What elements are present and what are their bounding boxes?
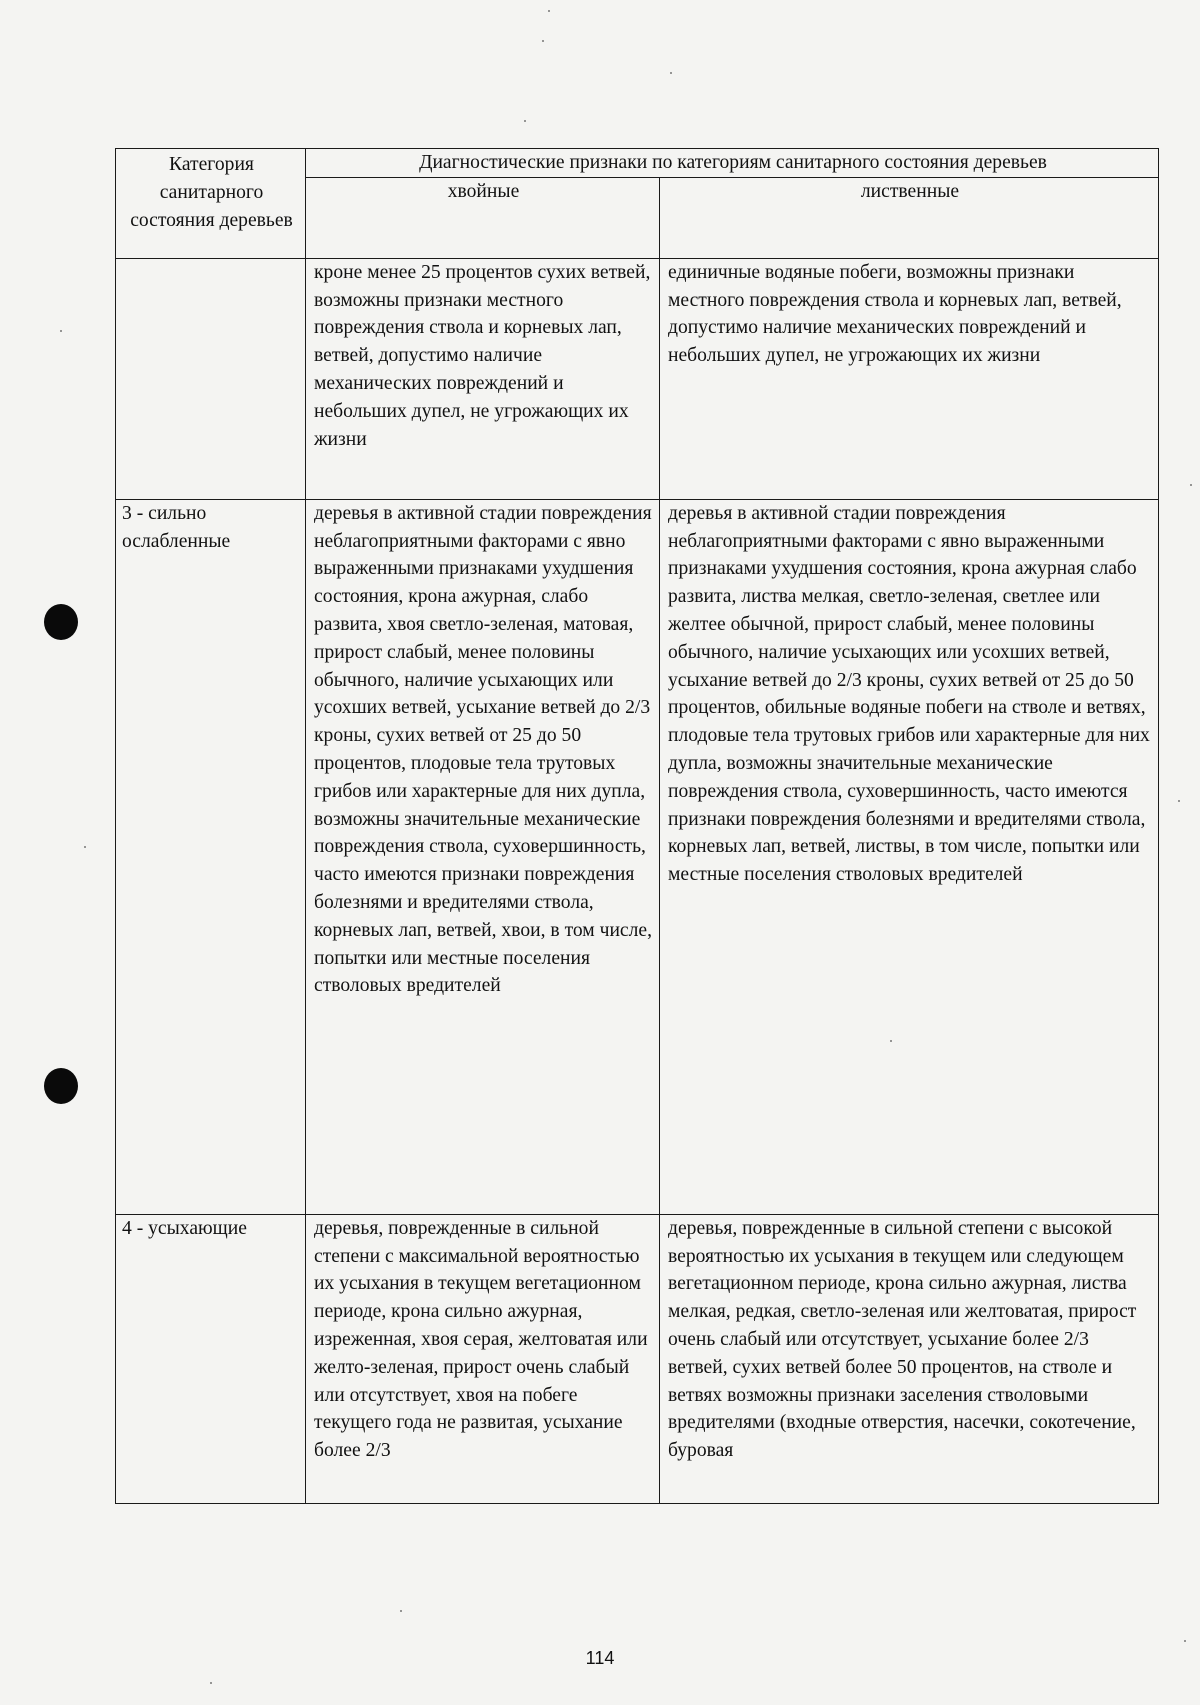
header-deciduous-cell	[660, 177, 1159, 258]
page-number: 114	[585, 1648, 615, 1668]
punch-hole-top	[44, 604, 78, 640]
conifer-cell	[306, 258, 660, 499]
header-conifer-label: хвойные	[447, 180, 520, 202]
table-row	[116, 1214, 1159, 1503]
deciduous-cell	[660, 1214, 1159, 1503]
scan-speck	[400, 1610, 402, 1612]
deciduous-cell	[660, 258, 1159, 499]
category-cell	[116, 499, 306, 1214]
scan-speck	[210, 1682, 212, 1684]
category-cell	[116, 1214, 306, 1503]
deciduous-cell	[660, 499, 1159, 1214]
scan-speck	[670, 72, 672, 74]
header-diagnostics-cell	[306, 149, 1159, 178]
header-category-label: Категория санитарного состояния деревьев	[130, 154, 293, 231]
conifer-text: кроне менее 25 процентов сухих ветвей, возможны признаки местного повреждения ствола и корневых лап, ветвей, допустимо наличие механических повреждений и небольших дупел, не угрожающих их жизни	[314, 261, 651, 450]
deciduous-text: единичные водяные побеги, возможны признаки местного повреждения ствола и корневых лап, ветвей, допустимо наличие механических повреждений и небольших дупел, не угрожающих их жизни	[668, 261, 1122, 367]
sanitary-condition-table	[115, 148, 1159, 1504]
table-header-row	[116, 149, 1159, 178]
punch-hole-bottom	[44, 1068, 78, 1104]
conifer-cell	[306, 1214, 660, 1503]
conifer-cell	[306, 499, 660, 1214]
scan-speck	[60, 330, 62, 332]
header-deciduous-label: лиственные	[860, 180, 960, 202]
scan-speck	[84, 846, 86, 848]
category-label: 3 - сильно ослабленные	[122, 502, 231, 552]
deciduous-text: деревья, поврежденные в сильной степени с высокой вероятностью их усыхания в текущем или следующем вегетационном периоде, крона сильно ажурная, листва мелкая, редкая, светло-зеленая или желтоватая, прирост очень слабый или отсутствует, усыхание более 2/3 ветвей, сухих ветвей более 50 процентов, на стволе и ветвях возможны признаки заселения стволовыми вредителями (входные отверстия, насечки, сокотечение, буровая	[668, 1217, 1137, 1462]
category-label: 4 - усыхающие	[122, 1217, 247, 1239]
category-cell	[116, 258, 306, 499]
scan-speck	[1178, 800, 1180, 802]
deciduous-text: деревья в активной стадии повреждения неблагоприятными факторами с явно выраженными признаками ухудшения состояния, крона ажурная слабо развита, листва мелкая, светло-зеленая, светлее или желтее обычной, прирост слабый, менее половины обычного, наличие усыхающих или усохших ветвей, усыхание ветвей до 2/3 кроны, сухих ветвей от 25 до 50 процентов, обильные водяные побеги на стволе и ветвях, плодовые тела трутовых грибов или характерные для них дупла, возможны значительные механические повреждения ствола, суховершинность, часто имеются признаки повреждения болезнями и вредителями ствола, корневых лап, ветвей, листвы, в том числе, попытки или местные поселения стволовых вредителей	[668, 502, 1150, 886]
scan-speck	[1190, 484, 1192, 486]
table-row	[116, 258, 1159, 499]
scan-speck	[524, 120, 526, 122]
conifer-text: деревья в активной стадии повреждения неблагоприятными факторами с явно выраженными признаками ухудшения состояния, крона ажурная, слабо развита, хвоя светло-зеленая, матовая, прирост слабый, менее половины обычного, наличие усыхающих или усохших ветвей, усыхание ветвей до 2/3 кроны, сухих ветвей от 25 до 50 процентов, плодовые тела трутовых грибов или характерные для них дупла, возможны значительные механические повреждения ствола, суховершинность, часто имеются признаки повреждения болезнями и вредителями ствола, корневых лап, ветвей, хвои, в том числе, попытки или местные поселения стволовых вредителей	[314, 502, 653, 997]
scan-speck	[548, 10, 550, 12]
header-category-cell	[116, 149, 306, 259]
header-conifer-cell	[306, 177, 660, 258]
scan-speck	[542, 40, 544, 42]
conifer-text: деревья, поврежденные в сильной степени с максимальной вероятностью их усыхания в текущем вегетационном периоде, крона сильно ажурная, изреженная, хвоя серая, желтоватая или желто-зеленая, прирост очень слабый или отсутствует, хвоя на побеге текущего года не развитая, усыхание более 2/3	[314, 1217, 648, 1462]
scan-speck	[1184, 1640, 1186, 1642]
table-row	[116, 499, 1159, 1214]
header-diagnostics-label: Диагностические признаки по категориям санитарного состояния деревьев	[419, 152, 1047, 173]
